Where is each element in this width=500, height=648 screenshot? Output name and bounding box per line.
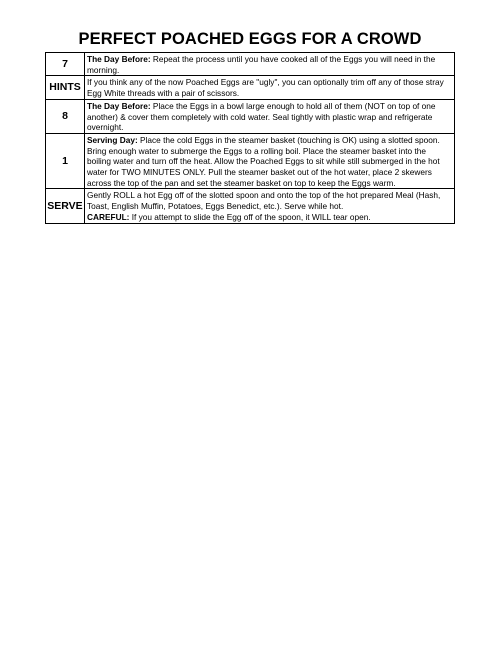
instruction-label: Serving Day:: [87, 134, 138, 145]
instruction-text: Repeat the process until you have cooked all of the Eggs you will need in the morning.: [87, 54, 436, 75]
step-instructions: [85, 76, 455, 99]
step-number: 8: [46, 99, 85, 133]
step-instructions: [85, 189, 455, 223]
step-instructions: [85, 133, 455, 189]
instruction-text: Place the Eggs in a bowl large enough to hold all of them (NOT on top of one another) & cover them completely with cold water. Seal tightly with plastic wrap and refrigerate overnight.: [87, 100, 436, 133]
table-row: [46, 53, 455, 76]
instruction-label: The Day Before:: [87, 54, 151, 64]
instruction-label: The Day Before:: [87, 100, 151, 111]
page-title: PERFECT POACHED EGGS FOR A CROWD: [78, 30, 422, 48]
table-row: [46, 76, 455, 99]
instruction-text: If you attempt to slide the Egg off of the spoon, it WILL tear open.: [129, 211, 371, 222]
step-instructions: [85, 53, 455, 76]
instruction-text: Gently ROLL a hot Egg off of the slotted spoon and onto the top of the hot prepared Meal (Hash, Toast, English Muffin, Potatoes, Eggs Benedict, etc.). Serve while hot.: [87, 190, 441, 212]
table-row: [46, 189, 455, 223]
recipe-steps-table: [45, 52, 455, 224]
step-number: SERVE: [46, 189, 85, 223]
instruction-label: CAREFUL:: [87, 211, 130, 222]
step-number: 7: [46, 53, 85, 76]
instruction-text: Place the cold Eggs in the steamer basket (touching is OK) using a slotted spoon. Bring enough water to submerge the Eggs to a rolling boil. Place the steamer basket into the boiling water and turn off the heat. Allow the Poached Eggs to sit while still submerged in the hot water for TWO MINUTES ONLY. Pull the steamer basket out of the hot water, place 2 skewers across the top of the pan and set the steamer basket on top to keep the Eggs warm.: [87, 134, 440, 188]
table-row: [46, 99, 455, 133]
step-instructions: [85, 99, 455, 133]
instruction-text: If you think any of the now Poached Eggs are "ugly", you can optionally trim off any of those stray Egg White threads with a pair of scissors.: [87, 77, 444, 99]
step-number: HINTS: [46, 76, 85, 99]
step-number: 1: [46, 133, 85, 189]
table-row: [46, 133, 455, 189]
